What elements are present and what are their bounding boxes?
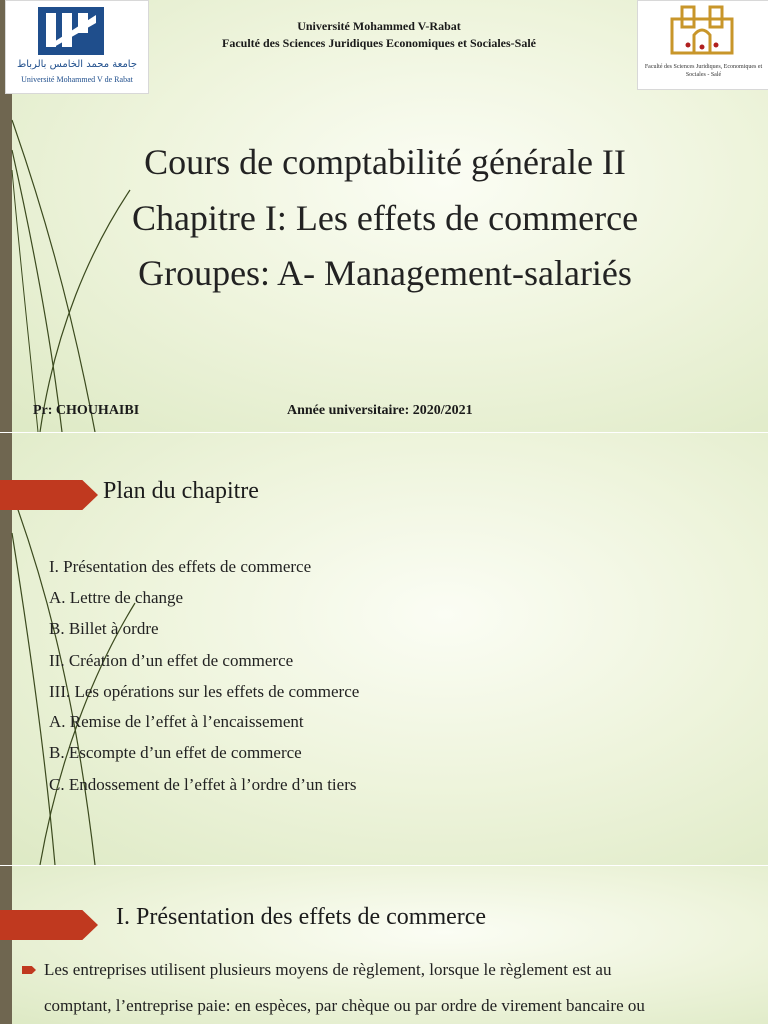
logo-right-caption: Faculté des Sciences Juridiques, Economiques et Sociales - Salé [644,64,763,78]
university-name: Université Mohammed V-Rabat [297,19,461,33]
professor-name: Pr: CHOUHAIBI [33,403,140,418]
plan-slide [0,433,768,865]
section-arrow [0,910,98,940]
logo-left-caption: Université Mohammed V de Rabat [21,75,133,84]
plan-item: B. Billet à ordre [49,619,159,638]
faculty-logo [637,0,768,90]
plan-heading: Plan du chapitre [103,478,259,504]
academic-year: Année universitaire: 2020/2021 [287,403,473,418]
section-arrow [0,480,98,510]
paragraph-line: comptant, l’entreprise paie: en espèces, par chèque ou par ordre de virement bancaire ou [44,996,645,1015]
logo-left-arabic: جامعة محمد الخامس بالرباط [16,59,138,70]
chapter-title: Chapitre I: Les effets de commerce [131,198,639,238]
left-accent-bar [0,866,12,1024]
course-title: Cours de comptabilité générale II [144,142,626,182]
university-logo [5,0,149,94]
plan-item: B. Escompte d’un effet de commerce [49,743,302,762]
plan-item: A. Remise de l’effet à l’encaissement [49,712,304,731]
plan-item: III. Les opérations sur les effets de commerce [49,682,360,701]
section-heading: I. Présentation des effets de commerce [116,904,487,930]
group-title: Groupes: A- Management-salariés [138,253,632,293]
plan-item: II. Création d’un effet de commerce [49,651,294,670]
plan-item: A. Lettre de change [49,588,184,607]
title-slide [0,0,768,432]
presentation-slide [0,866,768,1024]
bullet-icon [22,966,36,974]
paragraph-line: Les entreprises utilisent plusieurs moyens de règlement, lorsque le règlement est au [44,960,612,979]
plan-item: C. Endossement de l’effet à l’ordre d’un tiers [49,775,357,794]
plan-item: I. Présentation des effets de commerce [49,557,312,576]
faculty-name: Faculté des Sciences Juridiques Economiques et Sociales-Salé [222,36,536,50]
